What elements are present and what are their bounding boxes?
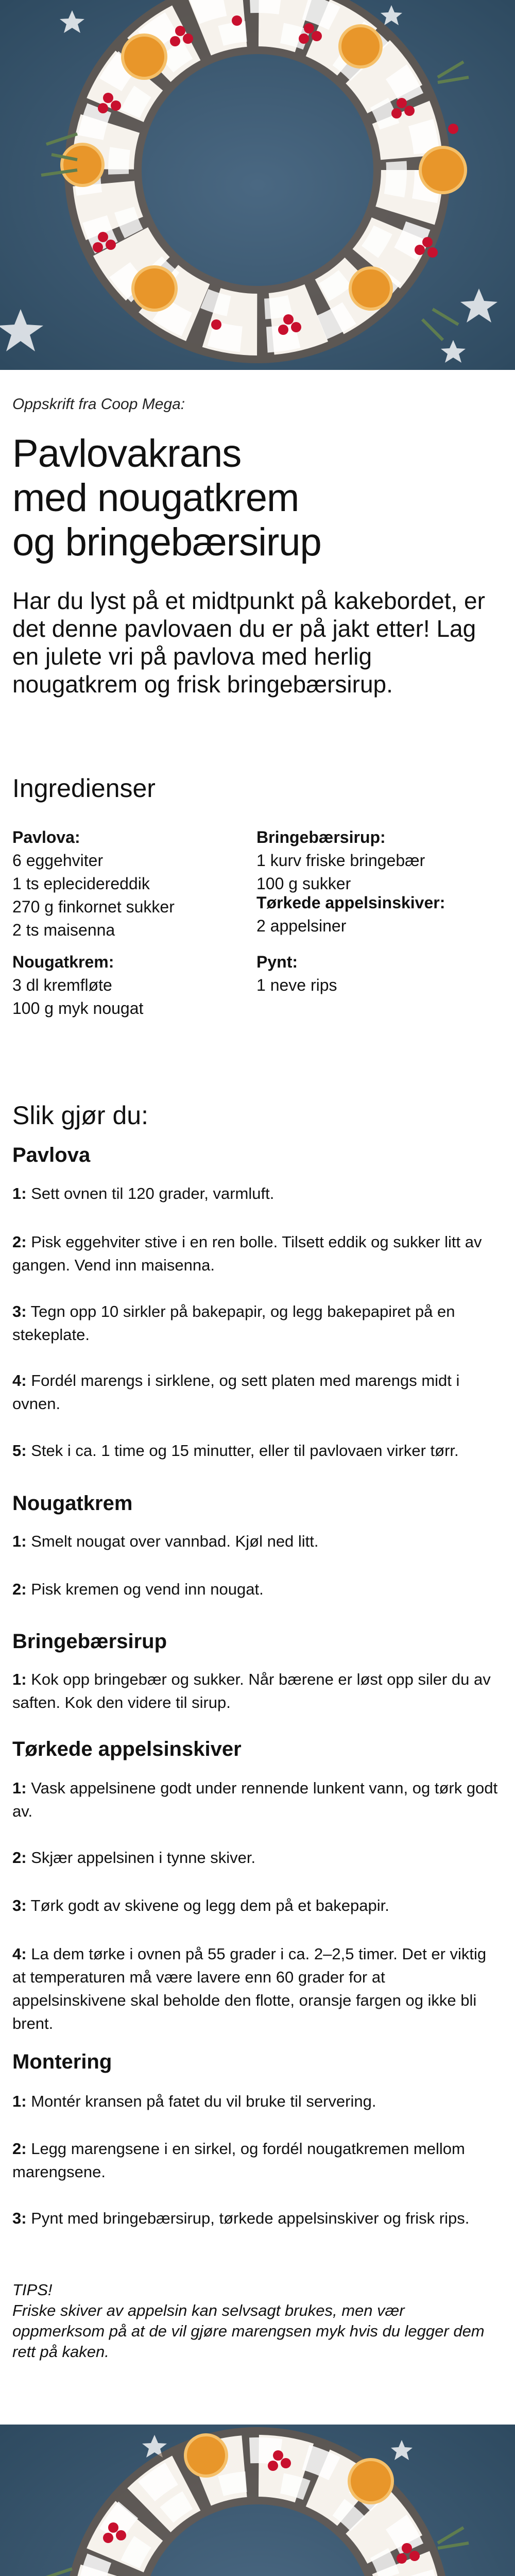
method-step	[12, 1230, 499, 1277]
step-number: 4:	[12, 1945, 27, 1963]
method-step	[12, 1300, 499, 1346]
step-number: 1:	[12, 1779, 27, 1797]
step-number: 3:	[12, 1896, 27, 1914]
step-text: La dem tørke i ovnen på 55 grader i ca. 2–2,5 timer. Det er viktig at temperaturen må være lavere enn 60 grader for at appelsinskivene skal beholde den flotte, oransje fargen og ikke bli brent.	[12, 1945, 487, 2032]
step-text: Skjær appelsinen i tynne skiver.	[31, 1849, 256, 1867]
method-step	[12, 2090, 499, 2113]
wreath-illustration	[0, 2425, 515, 2576]
method-section-title: Montering	[12, 2050, 112, 2073]
ingredient-item: 2 appelsiner	[256, 917, 347, 935]
step-number: 2:	[12, 2140, 27, 2158]
method-step	[12, 1668, 499, 1714]
step-text: Vask appelsinene godt under rennende lunkent vann, og tørk godt av.	[12, 1779, 498, 1820]
method-step	[12, 1894, 499, 1917]
method-section-title: Pavlova	[12, 1144, 91, 1166]
step-number: 3:	[12, 2209, 27, 2227]
title-line: og bringebærsirup	[12, 520, 321, 564]
method-step	[12, 1776, 499, 1823]
step-number: 2:	[12, 1580, 27, 1598]
ingredient-item: 100 g myk nougat	[12, 999, 144, 1018]
method-section-title: Tørkede appelsinskiver	[12, 1738, 242, 1760]
ingredient-item: 2 ts maisenna	[12, 921, 115, 939]
ingredient-group-pavlova	[12, 826, 239, 942]
ingredient-item: 100 g sukker	[256, 874, 351, 893]
method-step	[12, 2137, 499, 2183]
step-number: 2:	[12, 1233, 27, 1251]
ingredient-group-pynt	[256, 951, 499, 997]
step-number: 1:	[12, 1184, 27, 1202]
ingredient-group-title: Nougatkrem:	[12, 953, 114, 971]
ingredients-heading: Ingredienser	[12, 774, 156, 803]
step-number: 5:	[12, 1442, 27, 1460]
step-number: 1:	[12, 2092, 27, 2110]
step-text: Fordél marengs i sirklene, og sett platen med marengs midt i ovnen.	[12, 1371, 460, 1413]
step-text: Sett ovnen til 120 grader, varmluft.	[31, 1184, 274, 1202]
ingredient-group-title: Tørkede appelsinskiver:	[256, 893, 445, 912]
step-number: 3:	[12, 1302, 27, 1320]
method-step	[12, 1846, 499, 1869]
step-text: Kok opp bringebær og sukker. Når bærene er løst opp siler du av saften. Kok den videre til sirup.	[12, 1670, 491, 1711]
step-text: Pynt med bringebærsirup, tørkede appelsinskiver og frisk rips.	[31, 2209, 470, 2227]
method-step	[12, 1578, 499, 1601]
tips-box	[12, 2280, 499, 2362]
ingredient-group-title: Bringebærsirup:	[256, 828, 386, 846]
hero-photo-bottom	[0, 2425, 515, 2576]
wreath-illustration	[0, 0, 515, 370]
step-text: Pisk kremen og vend inn nougat.	[31, 1580, 264, 1598]
method-section-title: Bringebærsirup	[12, 1630, 167, 1653]
tips-title: TIPS!	[12, 2281, 53, 2299]
recipe-source: Oppskrift fra Coop Mega:	[12, 396, 185, 413]
title-line: med nougatkrem	[12, 476, 299, 520]
ingredient-group-nougatkrem	[12, 951, 239, 1020]
method-step	[12, 1439, 499, 1462]
ingredient-item: 270 g finkornet sukker	[12, 897, 175, 916]
recipe-intro: Har du lyst på et midtpunkt på kakebordet, er det denne pavlovaen du er på jakt etter! Lag en julete vri på pavlova med herlig nougatkrem og frisk bringebærsirup.	[12, 587, 485, 698]
step-number: 1:	[12, 1670, 27, 1688]
step-number: 1:	[12, 1532, 27, 1550]
recipe-content	[12, 370, 503, 2425]
step-text: Legg marengsene i en sirkel, og fordél nougatkremen mellom marengsene.	[12, 2140, 465, 2181]
step-text: Pisk eggehviter stive i en ren bolle. Tilsett eddik og sukker litt av gangen. Vend inn maisenna.	[12, 1233, 482, 1274]
ingredient-group-title: Pavlova:	[12, 828, 80, 846]
title-line: Pavlovakrans	[12, 432, 242, 476]
method-step	[12, 1182, 499, 1205]
step-text: Stek i ca. 1 time og 15 minutter, eller til pavlovaen virker tørr.	[31, 1442, 459, 1460]
step-text: Montér kransen på fatet du vil bruke til servering.	[31, 2092, 376, 2110]
ingredient-item: 3 dl kremfløte	[12, 976, 112, 994]
ingredient-group-title: Pynt:	[256, 953, 298, 971]
ingredient-group-appelsin	[256, 891, 499, 938]
step-text: Tørk godt av skivene og legg dem på et bakepapir.	[30, 1896, 389, 1914]
tips-text: Friske skiver av appelsin kan selvsagt brukes, men vær oppmerksom på at de vil gjøre marengsen myk hvis du legger dem rett på kaken.	[12, 2301, 485, 2361]
method-section-title: Nougatkrem	[12, 1492, 133, 1515]
ingredient-item: 1 neve rips	[256, 976, 337, 994]
recipe-title	[12, 432, 321, 565]
step-text: Smelt nougat over vannbad. Kjøl ned litt.	[31, 1532, 319, 1550]
method-step	[12, 2207, 499, 2230]
step-number: 2:	[12, 1849, 27, 1867]
ingredient-item: 1 ts eplecidereddik	[12, 874, 150, 893]
method-heading: Slik gjør du:	[12, 1101, 148, 1130]
step-number: 4:	[12, 1371, 27, 1389]
step-text: Tegn opp 10 sirkler på bakepapir, og legg bakepapiret på en stekeplate.	[12, 1302, 455, 1344]
method-step	[12, 1942, 499, 2035]
hero-photo-top	[0, 0, 515, 370]
method-step	[12, 1530, 499, 1553]
ingredient-item: 1 kurv friske bringebær	[256, 851, 425, 870]
ingredient-item: 6 eggehviter	[12, 851, 104, 870]
ingredient-group-sirup	[256, 826, 499, 895]
method-step	[12, 1369, 499, 1415]
